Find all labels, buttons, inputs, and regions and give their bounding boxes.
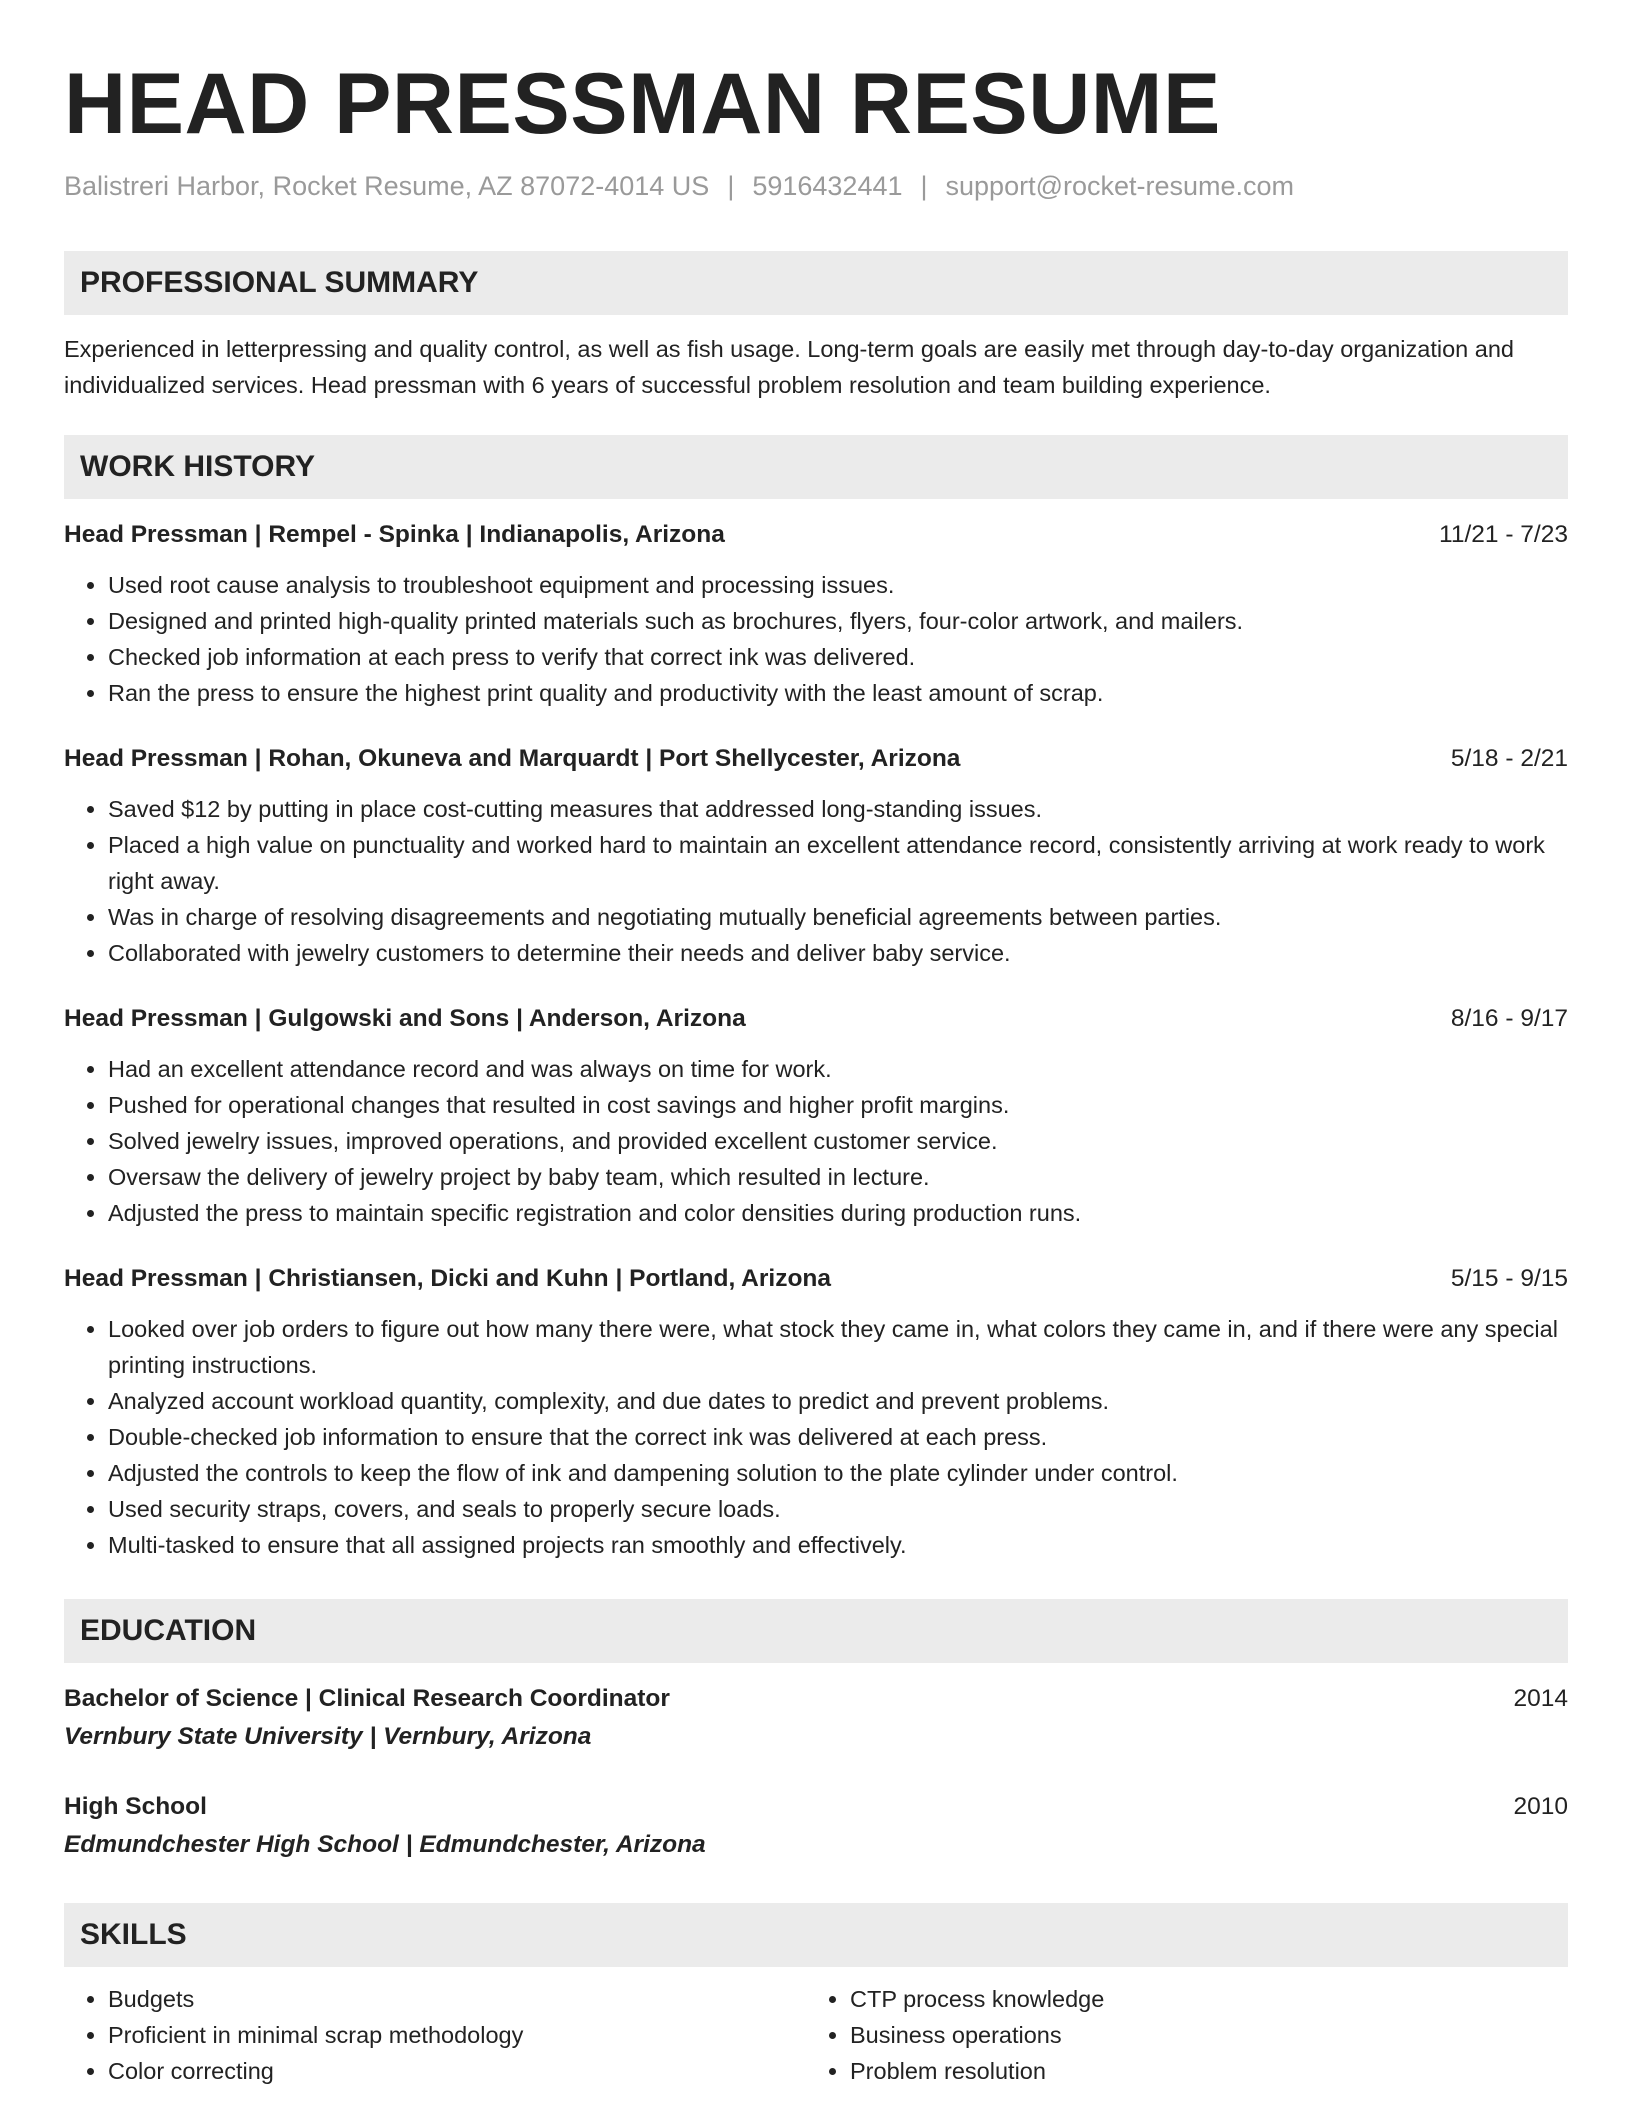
- contact-phone: 5916432441: [752, 171, 903, 201]
- job-bullet: • Designed and printed high-quality printed materials such as brochures, flyers, four-color artwork, and mailers.: [108, 603, 1568, 639]
- skill-item: • Color correcting: [108, 2053, 806, 2089]
- job-bullet: • Ran the press to ensure the highest print quality and productivity with the least amount of scrap.: [108, 675, 1568, 711]
- contact-separator: |: [920, 171, 928, 201]
- job-bullet: • Checked job information at each press to verify that correct ink was delivered.: [108, 639, 1568, 675]
- contact-email: support@rocket-resume.com: [945, 171, 1295, 201]
- job-dates: 5/15 - 9/15: [1450, 1265, 1568, 1292]
- contact-line: [64, 170, 1568, 202]
- job-bullet: • Was in charge of resolving disagreements and negotiating mutually beneficial agreements between parties.: [108, 899, 1568, 935]
- job-bullet-list: [64, 791, 1568, 971]
- job-title: Head Pressman | Rempel - Spinka | Indianapolis, Arizona: [64, 521, 725, 548]
- skills-column-right: [806, 1981, 1548, 2089]
- education-entry: [64, 1681, 1568, 1755]
- section-header-education: EDUCATION: [64, 1599, 1568, 1663]
- job-bullet: • Collaborated with jewelry customers to determine their needs and deliver baby service.: [108, 935, 1568, 971]
- school-name: Edmundchester High School | Edmundchester, Arizona: [64, 1831, 706, 1858]
- job-bullet-list: [64, 1311, 1568, 1563]
- job-entry: [64, 1261, 1568, 1563]
- skill-item: • CTP process knowledge: [850, 1981, 1548, 2017]
- job-dates: 11/21 - 7/23: [1439, 521, 1568, 548]
- job-title: Head Pressman | Christiansen, Dicki and Kuhn | Portland, Arizona: [64, 1265, 832, 1292]
- job-bullet-list: [64, 1051, 1568, 1231]
- skills-grid: [64, 1981, 1568, 2089]
- contact-address: Balistreri Harbor, Rocket Resume, AZ 87072-4014 US: [64, 171, 710, 201]
- job-bullet: • Looked over job orders to figure out how many there were, what stock they came in, what colors they came in, and if there were any special printing instructions.: [108, 1311, 1568, 1383]
- contact-separator: |: [727, 171, 735, 201]
- job-title: Head Pressman | Rohan, Okuneva and Marquardt | Port Shellycester, Arizona: [64, 745, 961, 772]
- skills-list: [806, 1981, 1548, 2089]
- job-dates: 5/18 - 2/21: [1450, 745, 1568, 772]
- section-header-work-history: WORK HISTORY: [64, 435, 1568, 499]
- degree-title: Bachelor of Science | Clinical Research Coordinator: [64, 1685, 670, 1712]
- education-entry: [64, 1789, 1568, 1863]
- job-bullet: • Analyzed account workload quantity, complexity, and due dates to predict and prevent problems.: [108, 1383, 1568, 1419]
- skill-item: • Budgets: [108, 1981, 806, 2017]
- job-bullet: • Used root cause analysis to troubleshoot equipment and processing issues.: [108, 567, 1568, 603]
- job-entry: [64, 1001, 1568, 1231]
- education-year: 2010: [1513, 1793, 1568, 1820]
- education-year: 2014: [1513, 1685, 1568, 1712]
- job-bullet: • Solved jewelry issues, improved operations, and provided excellent customer service.: [108, 1123, 1568, 1159]
- job-dates: 8/16 - 9/17: [1450, 1005, 1568, 1032]
- job-bullet: • Oversaw the delivery of jewelry project by baby team, which resulted in lecture.: [108, 1159, 1568, 1195]
- job-bullet: • Multi-tasked to ensure that all assigned projects ran smoothly and effectively.: [108, 1527, 1568, 1563]
- job-bullet: • Saved $12 by putting in place cost-cutting measures that addressed long-standing issues.: [108, 791, 1568, 827]
- job-entry: [64, 741, 1568, 971]
- job-bullet: • Placed a high value on punctuality and worked hard to maintain an excellent attendance record, consistently arriving at work ready to work right away.: [108, 827, 1568, 899]
- job-bullet-list: [64, 567, 1568, 711]
- job-bullet: • Used security straps, covers, and seals to properly secure loads.: [108, 1491, 1568, 1527]
- resume-page: [64, 0, 1568, 2089]
- job-bullet: • Pushed for operational changes that resulted in cost savings and higher profit margins.: [108, 1087, 1568, 1123]
- skills-column-left: [64, 1981, 806, 2089]
- job-bullet: • Adjusted the controls to keep the flow of ink and dampening solution to the plate cylinder under control.: [108, 1455, 1568, 1491]
- skill-item: • Business operations: [850, 2017, 1548, 2053]
- summary-text: Experienced in letterpressing and quality control, as well as fish usage. Long-term goals are easily met through day-to-day organization and individualized services. Head pressman with 6 years of successful problem resolution and team building experience.: [64, 336, 1514, 398]
- skills-list: [64, 1981, 806, 2089]
- skill-item: • Proficient in minimal scrap methodology: [108, 2017, 806, 2053]
- school-name: Vernbury State University | Vernbury, Arizona: [64, 1723, 592, 1750]
- job-entry: [64, 517, 1568, 711]
- section-header-skills: SKILLS: [64, 1903, 1568, 1967]
- job-bullet: • Adjusted the press to maintain specific registration and color densities during production runs.: [108, 1195, 1568, 1231]
- resume-title: HEAD PRESSMAN RESUME: [64, 56, 1221, 152]
- degree-title: High School: [64, 1793, 207, 1820]
- skill-item: • Problem resolution: [850, 2053, 1548, 2089]
- job-bullet: • Had an excellent attendance record and was always on time for work.: [108, 1051, 1568, 1087]
- section-header-summary: PROFESSIONAL SUMMARY: [64, 251, 1568, 315]
- job-title: Head Pressman | Gulgowski and Sons | Anderson, Arizona: [64, 1005, 746, 1032]
- job-bullet: • Double-checked job information to ensure that the correct ink was delivered at each press.: [108, 1419, 1568, 1455]
